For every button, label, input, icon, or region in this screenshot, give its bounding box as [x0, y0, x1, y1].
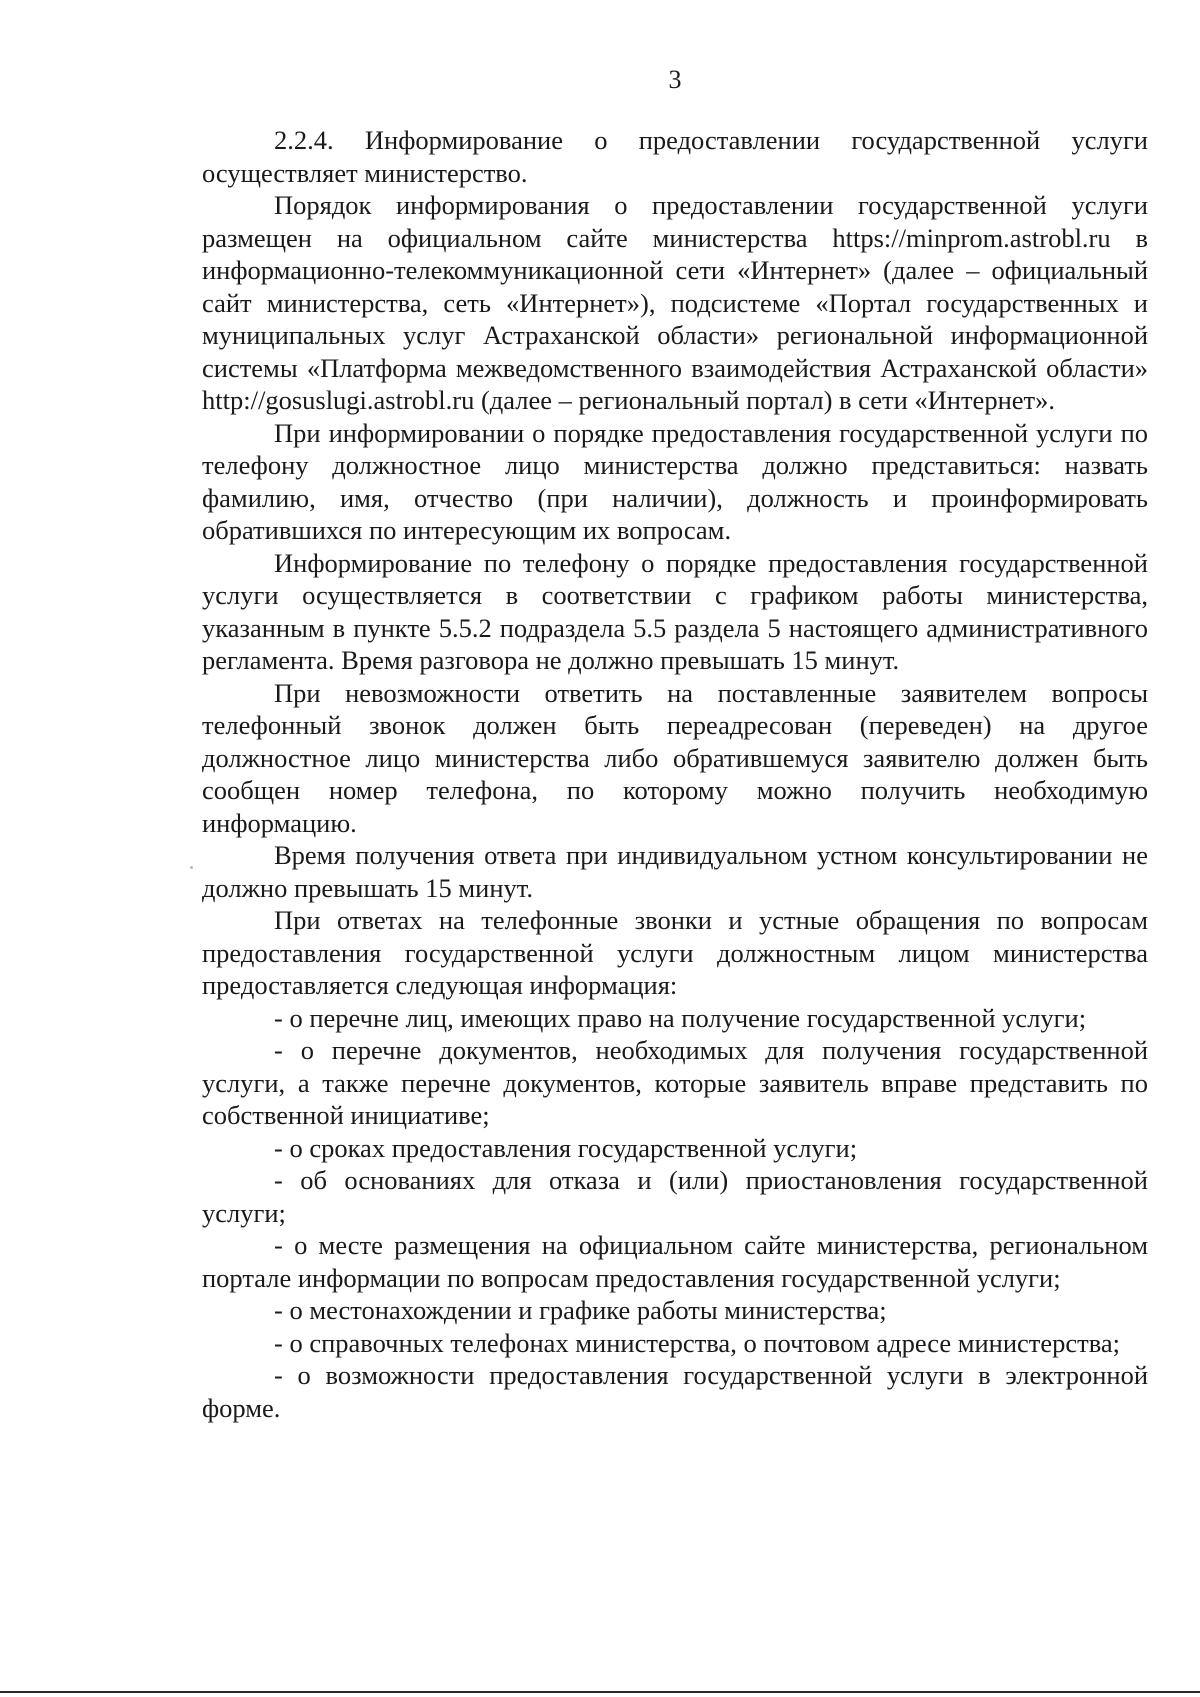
scan-edge-line	[0, 1691, 1200, 1693]
list-item: - о месте размещения на официальном сайте министерства, региональном портале информации по вопросам предоставления государственной услуги;	[202, 1230, 1148, 1293]
list-item: - о перечне документов, необходимых для получения государственной услуги, а также перечне документов, которые заявитель вправе представить по собственной инициативе;	[202, 1035, 1148, 1130]
list-item: - о перечне лиц, имеющих право на получение государственной услуги;	[274, 1002, 1087, 1033]
page-number: 3	[668, 65, 682, 94]
document-body	[202, 124, 1148, 1424]
paragraph: 2.2.4. Информирование о предоставлении государственной услуги осуществляет министерство.	[202, 125, 1148, 188]
list-item: - о возможности предоставления государственной услуги в электронной форме.	[202, 1360, 1148, 1423]
list-item: - о местонахождении и графике работы министерства;	[274, 1295, 887, 1325]
paragraph: Время получения ответа при индивидуальном устном консультировании не должно превышать 15 минут.	[202, 840, 1148, 903]
paragraph: Информирование по телефону о порядке предоставления государственной услуги осуществляется в соответствии с графиком работы министерства, указанным в пункте 5.5.2 подраздела 5.5 раздела 5 настоящего административного регламента. Время разговора не должно превышать 15 минут.	[202, 547, 1148, 675]
paragraph: Порядок информирования о предоставлении государственной услуги размещен на официальном сайте министерства https://minprom.astrobl.ru в информационно-телекоммуникационной сети «Интернет» (далее – официальный сайт министерства, сеть «Интернет»), подсистеме «Портал государственных и муниципальных услуг Астраханской области» региональной информационной системы «Платформа межведомственного взаимодействия Астраханской области» http://gosuslugi.astrobl.ru (далее – региональный портал) в сети «Интернет».	[202, 190, 1148, 415]
list-item: - об основаниях для отказа и (или) приостановления государственной услуги;	[202, 1165, 1148, 1228]
paragraph: При невозможности ответить на поставленные заявителем вопросы телефонный звонок должен быть переадресован (переведен) на другое должностное лицо министерства либо обратившемуся заявителю должен быть сообщен номер телефона, по которому можно получить необходимую информацию.	[202, 677, 1148, 838]
paragraph: При информировании о порядке предоставления государственной услуги по телефону должностное лицо министерства должно представиться: назвать фамилию, имя, отчество (при наличии), должность и проинформировать обратившихся по интересующим их вопросам.	[202, 417, 1148, 545]
paragraph: При ответах на телефонные звонки и устные обращения по вопросам предоставления государственной услуги должностным лицом министерства предоставляется следующая информация:	[202, 905, 1148, 1000]
list-item: - о сроках предоставления государственной услуги;	[274, 1132, 858, 1163]
scan-speck	[190, 866, 193, 869]
list-item: - о справочных телефонах министерства, о почтовом адресе министерства;	[274, 1327, 1121, 1358]
